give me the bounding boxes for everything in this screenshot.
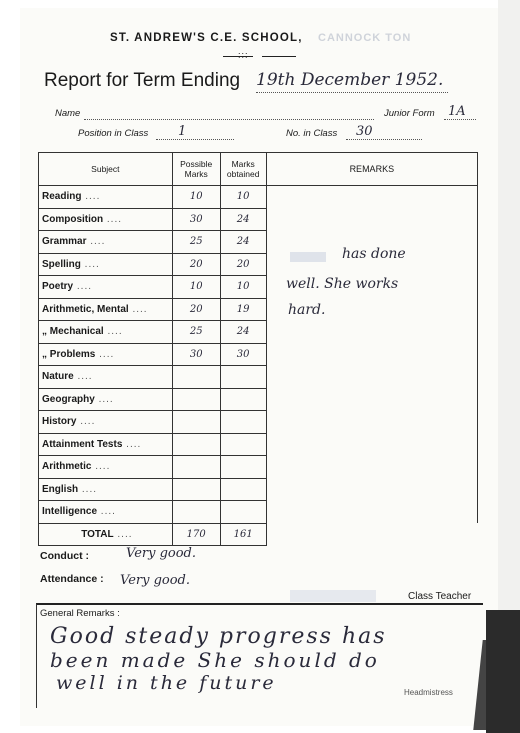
number-in-class-label: No. in Class [286,128,338,139]
subject-cell: Spelling .... [39,253,173,276]
marks-obtained-cell: 30 [220,343,266,366]
position-label: Position in Class [78,128,149,139]
possible-marks-cell: 10 [172,186,220,209]
possible-marks-cell [172,433,220,456]
junior-form-value: 1A [448,104,466,119]
marks-obtained-cell: 20 [220,253,266,276]
marks-obtained-cell [220,433,266,456]
possible-marks-cell [172,478,220,501]
marks-obtained-cell: 24 [220,208,266,231]
marks-obtained-cell [220,478,266,501]
marks-obtained-cell [220,501,266,524]
total-row [39,523,478,546]
attendance-value: Very good. [120,573,191,588]
position-line [156,138,234,140]
marks-table [38,152,478,546]
redacted-teacher-signature [290,590,376,602]
possible-marks-cell [172,411,220,434]
total-possible: 170 [172,523,220,546]
class-teacher-label: Class Teacher [408,591,472,602]
name-line [84,118,374,120]
number-in-class-value: 30 [356,124,373,139]
total-obtained: 161 [220,523,266,546]
possible-marks-cell: 25 [172,321,220,344]
term-end-date-field [256,70,448,93]
marks-obtained-cell [220,366,266,389]
term-end-date: 19th December 1952. [256,70,444,90]
remarks-cell [266,186,477,524]
ornament: ::: [238,50,249,60]
conduct-label: Conduct : [40,550,89,562]
marks-obtained-cell [220,456,266,479]
possible-marks-cell [172,501,220,524]
general-remarks-label: General Remarks : [40,608,120,619]
subject-cell: English .... [39,478,173,501]
subject-cell: Grammar .... [39,231,173,254]
possible-marks-cell: 10 [172,276,220,299]
school-name: ST. ANDREW'S C.E. SCHOOL, [110,32,303,44]
subject-cell: Intelligence .... [39,501,173,524]
header-marks-obtained: Marks obtained [220,153,266,186]
marks-obtained-cell: 10 [220,186,266,209]
name-label: Name [55,108,81,119]
subject-cell: Arithmetic .... [39,456,173,479]
header-possible-marks: Possible Marks [172,153,220,186]
general-remarks-line-2: been made She should do [50,648,380,672]
remarks-line-1: has done [342,246,406,262]
subject-cell: Composition .... [39,208,173,231]
possible-marks-cell: 25 [172,231,220,254]
subject-cell: Poetry .... [39,276,173,299]
possible-marks-cell: 30 [172,343,220,366]
headmistress-label: Headmistress [404,688,453,697]
marks-obtained-cell: 10 [220,276,266,299]
total-label: TOTAL .... [39,523,173,546]
subject-cell: „ Mechanical .... [39,321,173,344]
remarks-line-2: well. She works [286,276,399,292]
marks-obtained-cell [220,411,266,434]
general-remarks-line-3: well in the future [56,672,277,694]
subject-cell: „ Problems .... [39,343,173,366]
school-town-faint: CANNOCK TON [318,32,412,44]
subject-cell: Arithmetic, Mental .... [39,298,173,321]
general-remarks-line-1: Good steady progress has [50,624,387,649]
marks-obtained-cell: 24 [220,321,266,344]
possible-marks-cell [172,456,220,479]
possible-marks-cell: 20 [172,253,220,276]
junior-form-label: Junior Form [384,108,435,119]
subject-cell: Geography .... [39,388,173,411]
header-remarks: REMARKS [266,153,477,186]
ornament-line-right [262,56,296,57]
marks-obtained-cell: 24 [220,231,266,254]
form-line [444,118,476,120]
attendance-label: Attendance : [40,573,104,585]
subject-cell: History .... [39,411,173,434]
marks-obtained-cell: 19 [220,298,266,321]
possible-marks-cell: 30 [172,208,220,231]
subject-cell: Nature .... [39,366,173,389]
conduct-value: Very good. [126,546,197,561]
redacted-name [290,252,326,262]
table-row [39,186,478,209]
possible-marks-cell [172,388,220,411]
header-subject: Subject [39,153,173,186]
remarks-line-3: hard. [288,302,326,318]
subject-cell: Reading .... [39,186,173,209]
subject-cell: Attainment Tests .... [39,433,173,456]
table-header-row [39,153,478,186]
scan-shadow-dark [486,610,520,733]
possible-marks-cell: 20 [172,298,220,321]
possible-marks-cell [172,366,220,389]
marks-obtained-cell [220,388,266,411]
report-title: Report for Term Ending [44,70,241,91]
position-value: 1 [178,124,187,139]
